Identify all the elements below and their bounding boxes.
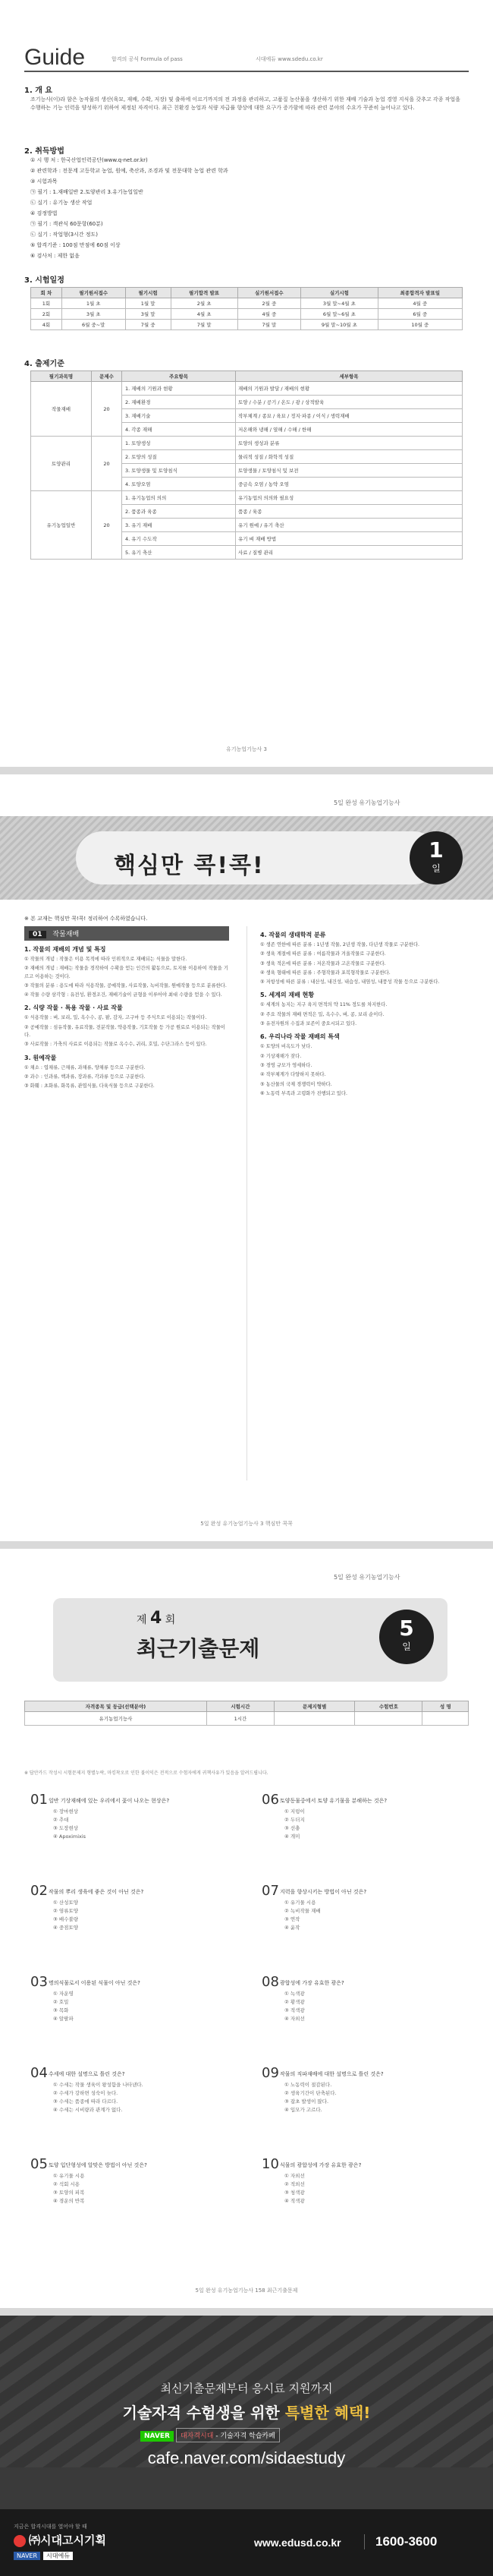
question-text: 작물의 직파재배에 대한 설명으로 틀린 것은? (280, 2071, 384, 2077)
answer-option[interactable]: ③ 연작 (284, 1916, 300, 1922)
answer-option[interactable]: ② 수세가 강하면 성숙이 늦다. (53, 2090, 118, 2096)
guide-subtitle: 합격의 공식 Formula of pass (111, 56, 183, 62)
criteria-header-cell: 주요항목 (122, 371, 236, 382)
day-badge-number: 1 (429, 837, 444, 862)
schedule-cell: 7월 말 (237, 320, 301, 330)
topic-text: ④ 작물 수량 삼각형 : 유전성, 환경조건, 재배기술이 균형을 이루어야 최대 수량을 얻을 수 있다. (24, 992, 222, 998)
brand-sub-sidae: 시대에듀 (43, 2552, 73, 2560)
criteria-main-item: 2. 재배환경 (122, 396, 236, 409)
criteria-header-cell: 문제수 (92, 371, 122, 382)
info-value-cell (355, 1712, 422, 1726)
question-text: 수세에 대한 설명으로 틀린 것은? (49, 2071, 125, 2077)
topic-text: ① 토양의 비옥도가 낮다. (260, 1044, 312, 1050)
criteria-count: 20 (92, 382, 122, 437)
topic-text: ② 생육 계절에 따른 분류 : 여름작물과 겨울작물로 구분한다. (260, 951, 386, 957)
answer-option[interactable]: ② 황색광 (284, 1999, 305, 2005)
criteria-detail-item: 토양생물 / 토양침식 및 보전 (236, 464, 463, 478)
answer-option[interactable]: ③ 청색광 (284, 2190, 305, 2196)
schedule-cell: 2월 초 (171, 298, 237, 309)
answer-option[interactable]: ③ 수세는 품종에 따라 다르다. (53, 2098, 118, 2105)
exam-page (0, 1549, 493, 2308)
question-item (262, 1883, 466, 1932)
schedule-row (31, 298, 463, 309)
topic-text: ④ 작부체계가 다양하지 못하다. (260, 1072, 326, 1078)
schedule-cell: 1월 말 (125, 298, 171, 309)
brand-sub (14, 2552, 73, 2560)
criteria-table (30, 370, 463, 560)
criteria-subject: 작물재배 (31, 382, 92, 437)
topic-text: ① 식용작물 : 벼, 보리, 밀, 옥수수, 콩, 팥, 감자, 고구마 등 주식으로 이용되는 작물이다. (24, 1015, 207, 1021)
schedule-cell: 9월 말~10월 초 (301, 320, 378, 330)
criteria-row (31, 382, 463, 396)
criteria-main-item: 1. 재배의 기원과 현황 (122, 382, 236, 396)
question-number: 02 (30, 1883, 48, 1899)
schedule-cell: 1월 초 (61, 298, 125, 309)
question-number: 05 (30, 2156, 48, 2172)
criteria-detail-item: 재배의 기원과 발달 / 재배의 현황 (236, 382, 463, 396)
schedule-cell: 6월 말~6월 초 (301, 309, 378, 320)
topic-text: ③ 사료작물 : 가축의 사료로 이용되는 작물로 옥수수, 귀리, 호밀, 수단그라스 등이 있다. (24, 1042, 207, 1048)
phone-number[interactable]: 1600-3600 (364, 2534, 437, 2549)
schedule-cell: 2월 중 (237, 298, 301, 309)
schedule-header-cell: 회 차 (31, 288, 62, 298)
subject-header (24, 926, 229, 941)
page-footer: 5일 완성 유기농업기능사 3 핵심만 콕콕 (200, 1521, 293, 1527)
info-header-cell: 문제지형별 (274, 1701, 354, 1712)
brand-logo-icon (14, 2535, 26, 2547)
exam-header (53, 1598, 447, 1682)
answer-option[interactable]: ③ 목화 (53, 2007, 69, 2013)
ad-subheadline (0, 2401, 493, 2423)
answer-option[interactable]: ② 호밀 (53, 1999, 69, 2005)
question-number: 07 (262, 1883, 279, 1899)
acquire-item: ① 시 행 처 : 한국산업인력공단(www.q-net.or.kr) (30, 157, 148, 163)
criteria-detail-item: 토양 / 수분 / 공기 / 온도 / 광 / 상적발육 (236, 396, 463, 409)
criteria-detail-item: 품종 / 육종 (236, 505, 463, 519)
question-item (262, 1792, 466, 1841)
question-text: 작물의 뿌리 생육에 좋은 것이 아닌 것은? (49, 1889, 144, 1895)
answer-option[interactable]: ② 석회 시용 (53, 2181, 80, 2187)
brand-name-text: ㈜시대고시기획 (29, 2533, 106, 2547)
info-header-cell: 수험번호 (355, 1701, 422, 1712)
topic-text: ③ 생육 적온에 따른 분류 : 저온작물과 고온작물로 구분한다. (260, 960, 386, 966)
criteria-detail-item: 저온해와 냉해 / 열해 / 수해 / 한해 (236, 423, 463, 437)
criteria-detail-item: 유기농업의 의의와 필요성 (236, 491, 463, 505)
question-item (30, 1883, 235, 1932)
question-item (30, 1792, 235, 1841)
exam-info-table (24, 1701, 469, 1726)
page-footer: 유기농업기능사 3 (225, 746, 267, 752)
criteria-header-cell: 세부항목 (236, 371, 463, 382)
acquire-item: ③ 시험과목 (30, 178, 58, 184)
ad-banner (0, 2316, 493, 2576)
criteria-main-item: 3. 토양생물 및 토양침식 (122, 464, 236, 478)
topic-text: ③ 화훼 : 초화류, 화목류, 관엽식물, 다육식물 등으로 구분한다. (24, 1083, 155, 1089)
criteria-main-item: 1. 유기농업의 의의 (122, 491, 236, 505)
topic-heading: 3. 원예작물 (24, 1054, 57, 1061)
topic-text: ① 생존 연한에 따른 분류 : 1년생 작물, 2년생 작물, 다년생 작물로 구분한다. (260, 942, 420, 947)
topic-heading: 2. 식량 작물 · 특용 작물 · 사료 작물 (24, 1004, 123, 1012)
topic-text: ② 주요 작물의 재배 면적은 밀, 옥수수, 벼, 콩, 보리 순이다. (260, 1011, 385, 1017)
answer-option[interactable]: ② 두더지 (284, 1817, 305, 1823)
schedule-cell: 3월 말~4월 초 (301, 298, 378, 309)
topic-text: ① 작물의 개념 : 작물은 이용 목적에 따라 인위적으로 재배되는 식물을 말한다. (24, 957, 187, 962)
answer-option[interactable]: ④ 중점토양 (53, 1925, 79, 1931)
schedule-header-cell: 최종합격자 발표일 (378, 288, 462, 298)
schedule-header-cell: 필기시험 (125, 288, 171, 298)
criteria-detail-item: 작부체계 / 종묘 / 육묘 / 정지·파종 / 이식 / 생력재배 (236, 409, 463, 423)
exam-round (137, 1609, 175, 1628)
cafe-name (176, 2428, 280, 2442)
schedule-cell: 1회 (31, 298, 62, 309)
question-text: 일반 기상재해에 있는 우리에서 꽃이 나오는 현상은? (49, 1798, 170, 1804)
right-column (260, 926, 465, 1099)
acquire-item: ② 관련학과 : 전문계 고등학교 농업, 원예, 축산과, 조경과 및 전문대학 농업 관련 학과 (30, 168, 228, 174)
info-value-row (25, 1712, 469, 1726)
acquire-item: ⑥ 검사처 : 제한 없음 (30, 253, 80, 259)
criteria-count: 20 (92, 491, 122, 560)
question-text: 명의식물로서 이용된 식물이 아닌 것은? (49, 1980, 140, 1986)
day-tag: 5일 완성 유기농업기능사 (334, 799, 400, 806)
schedule-cell: 7월 말 (171, 320, 237, 330)
section-acquire-title: 2. 취득방법 (24, 147, 64, 156)
site-link[interactable]: www.edusd.co.kr (254, 2537, 341, 2549)
section-schedule-title: 3. 시험일정 (24, 276, 64, 285)
acquire-item: ④ 검정방법 (30, 210, 58, 216)
topic-text: ① 세계의 농지는 지구 육지 면적의 약 11% 정도를 차지한다. (260, 1002, 388, 1008)
info-value-cell (422, 1712, 469, 1726)
brand-sub-naver: NAVER (14, 2552, 40, 2560)
info-value-cell: 1시간 (206, 1712, 274, 1726)
schedule-cell: 6월 중~말 (61, 320, 125, 330)
topic-text: ⑤ 저항성에 따른 분류 : 내산성, 내건성, 내습성, 내염성, 내풍성 작물 등으로 구분한다. (260, 979, 440, 985)
subject-name: 작물재배 (52, 931, 80, 938)
schedule-cell: 6월 중 (378, 309, 462, 320)
topic-text: ④ 생육 형태에 따른 분류 : 주형작물과 포복형작물로 구분한다. (260, 970, 391, 976)
acquire-item: ㉡ 실기 : 유기농 생산 작업 (30, 200, 93, 206)
question-number: 09 (262, 2065, 279, 2081)
round-suffix: 회 (165, 1614, 176, 1626)
cafe-url-link[interactable]: cafe.naver.com/sidaestudy (147, 2448, 346, 2467)
criteria-header-cell: 필기과목명 (31, 371, 92, 382)
question-item (262, 2156, 466, 2206)
answer-option[interactable]: ④ 알팔파 (53, 2016, 74, 2022)
topic-text: ② 기상재해가 잦다. (260, 1053, 302, 1059)
brand-bar (0, 2509, 493, 2576)
answer-option[interactable]: ③ 잡초 발생이 많다. (284, 2098, 329, 2105)
criteria-count: 20 (92, 437, 122, 491)
answer-option[interactable]: ④ 적색광 (284, 2198, 305, 2204)
schedule-cell: 3월 초 (61, 309, 125, 320)
brand-name (14, 2532, 106, 2548)
answer-option[interactable]: ② 녹비작물 재배 (284, 1908, 321, 1914)
topic-text: ③ 작물의 분류 : 용도에 따라 식용작물, 공예작물, 사료작물, 녹비작물, 원예작물 등으로 분류한다. (24, 982, 227, 988)
question-text: 지력을 향상시키는 방법이 아닌 것은? (280, 1889, 367, 1895)
criteria-detail-item: 사료 / 질병 관리 (236, 546, 463, 560)
question-number: 06 (262, 1792, 279, 1808)
summary-page (0, 774, 493, 1541)
answer-option[interactable]: ④ 수세는 시비량과 관계가 없다. (53, 2107, 123, 2113)
criteria-main-item: 4. 토양오염 (122, 478, 236, 491)
guide-page (0, 0, 493, 767)
schedule-cell: 4회 (31, 320, 62, 330)
criteria-subject: 유기농업일반 (31, 491, 92, 560)
topic-text: ⑤ 농산물의 국제 경쟁력이 약하다. (260, 1081, 332, 1087)
answer-option[interactable]: ③ 선충 (284, 1825, 300, 1831)
criteria-row (31, 437, 463, 450)
answer-option[interactable]: ② 생육기간이 단축된다. (284, 2090, 337, 2096)
schedule-cell: 4월 중 (237, 309, 301, 320)
criteria-detail-item: 유기 원예 / 유기 축산 (236, 519, 463, 532)
answer-option[interactable]: ① 지렁이 (284, 1808, 305, 1815)
criteria-main-item: 5. 유기 축산 (122, 546, 236, 560)
answer-option[interactable]: ③ 적색광 (284, 2007, 305, 2013)
answer-option[interactable]: ③ 배수불량 (53, 1916, 79, 1922)
answer-option[interactable]: ④ 입모가 고르다. (284, 2107, 322, 2113)
criteria-detail-item: 토양의 생성과 분류 (236, 437, 463, 450)
question-item (30, 2065, 235, 2114)
schedule-header-cell: 필기합격 발표 (171, 288, 237, 298)
subject-number: 01 (29, 931, 46, 938)
criteria-main-item: 2. 토양의 성질 (122, 450, 236, 464)
answer-option[interactable]: ② 적외선 (284, 2181, 305, 2187)
answer-option[interactable]: ④ 경운의 반복 (53, 2198, 85, 2204)
criteria-main-item: 1. 토양생성 (122, 437, 236, 450)
answer-note: ※ 답안카드 작성시 시험문제지 형별누락, 마킹착오로 인한 불이익은 전적으로 수험자에게 귀책사유가 있음을 알려드립니다. (24, 1770, 268, 1776)
guide-url: 시대에듀 www.sdedu.co.kr (256, 56, 323, 62)
question-item (30, 2156, 235, 2206)
page-footer: 5일 완성 유기농업기능사 158 최근기출문제 (195, 2288, 298, 2294)
info-header-cell: 시험시간 (206, 1701, 274, 1712)
schedule-table (30, 287, 463, 330)
page-title: 핵심만 콕!콕! (114, 853, 265, 879)
naver-logo: NAVER (140, 2431, 174, 2442)
day-badge-number: 5 (399, 1616, 414, 1641)
answer-option[interactable]: ① 수세는 작물 생육이 왕성함을 나타낸다. (53, 2082, 143, 2088)
answer-option[interactable]: ② 추대 (53, 1817, 69, 1823)
topic-text: ③ 경영 규모가 영세하다. (260, 1062, 312, 1068)
section-criteria-title: 4. 출제기준 (24, 360, 64, 368)
acquire-item: ⑤ 합격기준 : 100점 만점에 60점 이상 (30, 242, 121, 248)
question-item (30, 1974, 235, 2023)
question-number: 08 (262, 1974, 279, 1990)
topic-text: ① 채소 : 엽채류, 근채류, 과채류, 양채류 등으로 구분한다. (24, 1064, 146, 1070)
guide-logo: Guide (24, 45, 86, 70)
day-badge-unit: 일 (402, 1641, 411, 1652)
acquire-item: ㉠ 필기 : 객관식 60문항(60분) (30, 221, 103, 227)
question-item (262, 1974, 466, 2023)
schedule-row (31, 309, 463, 320)
question-text: 식물의 광합성에 가장 유효한 광은? (280, 2162, 362, 2168)
schedule-cell: 7월 중 (125, 320, 171, 330)
topic-text: ② 공예작물 : 섬유작물, 유료작물, 전분작물, 약용작물, 기호작물 등 가공 원료로 이용되는 작물이다. (24, 1024, 225, 1039)
question-number: 04 (30, 2065, 48, 2081)
criteria-subject: 토양관리 (31, 437, 92, 491)
question-number: 03 (30, 1974, 48, 1990)
criteria-main-item: 4. 각종 재해 (122, 423, 236, 437)
schedule-cell: 3월 말 (125, 309, 171, 320)
answer-option[interactable]: ① 산성토양 (53, 1900, 79, 1906)
criteria-detail-item: 물리적 성질 / 화학적 성질 (236, 450, 463, 464)
topic-text: ③ 유전자원의 수집과 보존이 중요시되고 있다. (260, 1021, 357, 1027)
ad-subheadline-highlight: 특별한 혜택! (284, 2404, 371, 2422)
question-number: 10 (262, 2156, 279, 2172)
answer-option[interactable]: ① 녹색광 (284, 1991, 305, 1997)
answer-option[interactable]: ① 자운영 (53, 1991, 74, 1997)
left-column (24, 926, 229, 1093)
round-number: 4 (149, 1609, 162, 1628)
schedule-row (31, 320, 463, 330)
answer-option[interactable]: ① 장마현상 (53, 1808, 79, 1815)
answer-option[interactable]: ④ 개미 (284, 1833, 300, 1840)
answer-option[interactable]: ① 노동력이 절감된다. (284, 2082, 332, 2088)
cafe-name-rest: - 기술자격 학습카페 (213, 2433, 275, 2440)
schedule-cell: 4월 중 (378, 298, 462, 309)
topic-heading: 4. 작물의 생태학적 분류 (260, 932, 326, 938)
schedule-header-cell: 실기시험 (301, 288, 378, 298)
schedule-header-row (31, 288, 463, 298)
criteria-main-item: 3. 재배기술 (122, 409, 236, 423)
ad-subheadline-main: 기술자격 수험생을 위한 (122, 2404, 285, 2422)
criteria-main-item: 4. 유기 수도작 (122, 532, 236, 546)
criteria-detail-item: 유기 벼 재배 방법 (236, 532, 463, 546)
question-item (262, 2065, 466, 2114)
day-tag: 5일 완성 유기농업기능사 (334, 1574, 400, 1581)
round-prefix: 제 (137, 1614, 147, 1626)
schedule-cell: 2회 (31, 309, 62, 320)
answer-option[interactable]: ① 유기물 시용 (284, 1900, 316, 1906)
criteria-main-item: 2. 품종과 육종 (122, 505, 236, 519)
title-ribbon (0, 816, 493, 900)
page-note: ※ 본 교재는 핵심만 콕!콕! 정리하여 수록하였습니다. (24, 916, 148, 922)
cafe-name-highlight: 대자격시대 (180, 2433, 214, 2440)
info-value-cell (274, 1712, 354, 1726)
topic-heading: 6. 우리나라 작물 재배의 특색 (260, 1033, 340, 1041)
answer-option[interactable]: ④ Apoximixis (53, 1833, 86, 1840)
answer-option[interactable]: ④ 윤작 (284, 1925, 300, 1931)
topic-text: ② 재배의 개념 : 재배는 작물을 경작하여 수확을 얻는 인간의 활동으로, 토지를 이용하여 작물을 기르고 이용하는 것이다. (24, 966, 228, 979)
schedule-cell: 10월 중 (378, 320, 462, 330)
topic-text: ② 과수 : 인과류, 핵과류, 장과류, 각과류 등으로 구분한다. (24, 1074, 146, 1080)
brand-slogan: 지금은 합격시대를 열어야 할 때 (14, 2524, 87, 2530)
criteria-main-item: 3. 유기 재배 (122, 519, 236, 532)
criteria-header-row (31, 371, 463, 382)
answer-option[interactable]: ① 자외선 (284, 2173, 305, 2179)
answer-option[interactable]: ③ 도장현상 (53, 1825, 79, 1831)
answer-option[interactable]: ① 유기물 시용 (53, 2173, 85, 2179)
day-badge-unit: 일 (432, 863, 441, 874)
question-text: 토양 입단형성에 알맞은 방법이 아닌 것은? (49, 2162, 147, 2168)
section-overview-text: 조기능사(이)라 함은 농작물의 생산(육묘, 재배, 수확, 저장) 및 출하에 이르기까지의 전 과정을 관리하고, 고품질 농산물을 생산하기 위한 재배 기술과 농업 경영 지식을 갖추고 각종 작업을 수행하는 기능 인력을 양성하기 위하여 제정된 자격이다. 최근 친환경 농업과 식량 자급률 향상에 대한 요구가 증가함에 따라 관련 분야의 수요가 꾸준히 늘어나고 있다. (30, 96, 460, 111)
exam-title: 최근기출문제 (137, 1636, 260, 1661)
info-header-row (25, 1701, 469, 1712)
ad-headline: 최신기출문제부터 응시료 지원까지 (160, 2382, 333, 2395)
acquire-item: ㉡ 실기 : 작업형(3시간 정도) (30, 232, 99, 238)
question-text: 토양동물중에서 토양 유기물을 분해하는 것은? (280, 1798, 388, 1804)
info-value-cell: 유기농업기능사 (25, 1712, 207, 1726)
answer-option[interactable]: ③ 토양의 피복 (53, 2190, 85, 2196)
topic-text: ⑥ 노동력 부족과 고령화가 진행되고 있다. (260, 1090, 347, 1096)
info-header-cell: 자격종목 및 등급(선택분야) (25, 1701, 207, 1712)
guide-header (24, 42, 469, 72)
column-divider (246, 926, 247, 1480)
naver-cafe-badge[interactable] (140, 2426, 280, 2442)
answer-option[interactable]: ② 염류토양 (53, 1908, 79, 1914)
answer-option[interactable]: ④ 자외선 (284, 2016, 305, 2022)
schedule-cell: 4월 초 (171, 309, 237, 320)
day-badge (379, 1610, 434, 1664)
topic-heading: 5. 세계의 재배 현황 (260, 992, 315, 999)
criteria-row (31, 491, 463, 505)
day-badge (410, 831, 463, 884)
acquire-item: ㉠ 필기 : 1.재배일반 2.토양관리 3.유기농업일반 (30, 189, 143, 195)
section-overview-title: 1. 개 요 (24, 87, 53, 95)
info-header-cell: 성 명 (422, 1701, 469, 1712)
question-text: 광합성에 가장 유효한 광은? (280, 1980, 344, 1986)
schedule-header-cell: 필기원서접수 (61, 288, 125, 298)
topic-heading: 1. 작물의 재배의 개념 및 특징 (24, 946, 106, 953)
schedule-header-cell: 실기원서접수 (237, 288, 301, 298)
question-number: 01 (30, 1792, 48, 1808)
criteria-detail-item: 중금속 오염 / 농약 오염 (236, 478, 463, 491)
